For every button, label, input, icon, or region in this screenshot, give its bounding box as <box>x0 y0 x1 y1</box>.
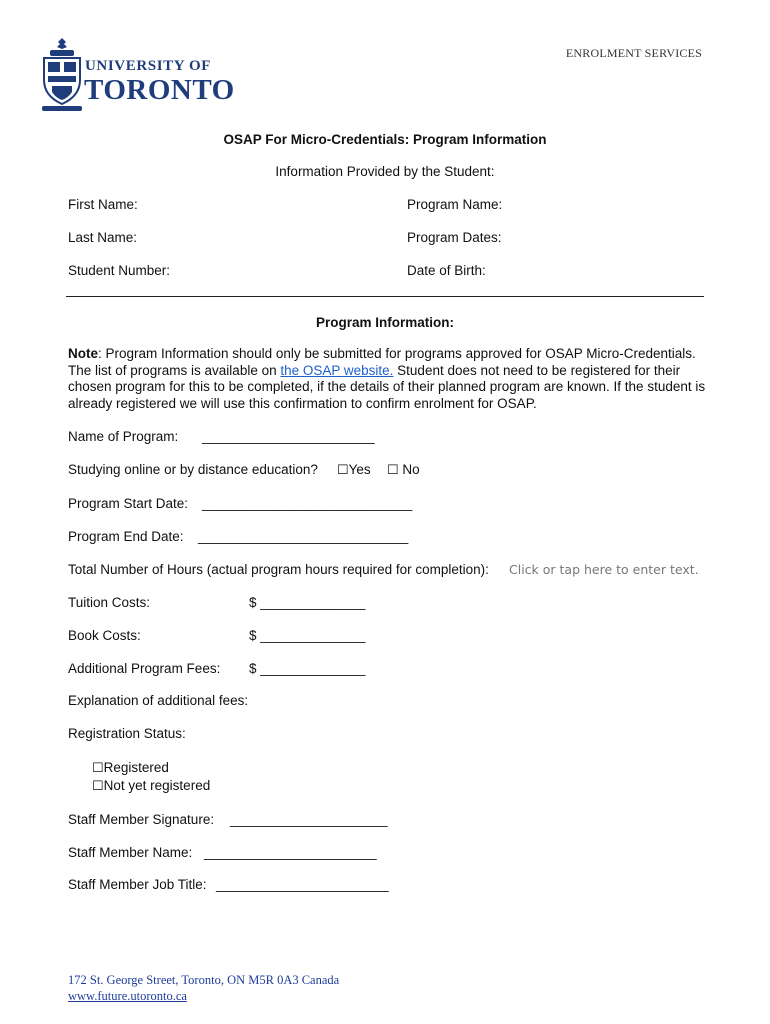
name-of-program-field[interactable]: _______________________ <box>202 429 375 444</box>
footer <box>68 972 339 1004</box>
program-name-label: Program Name: <box>407 197 503 212</box>
registered-checkbox[interactable]: ☐ <box>92 760 104 775</box>
no-option[interactable] <box>387 462 420 478</box>
logo-text-university: UNIVERSITY OF <box>85 58 212 74</box>
osap-website-link[interactable]: the OSAP website. <box>280 362 394 378</box>
total-hours-label: Total Number of Hours (actual program hours required for completion): <box>68 562 489 577</box>
crest-icon <box>40 36 84 114</box>
additional-fees-label: Additional Program Fees: <box>68 661 221 676</box>
staff-job-title-field[interactable]: _______________________ <box>216 877 389 892</box>
book-costs-field[interactable]: $ ______________ <box>249 628 366 643</box>
staff-job-title-label: Staff Member Job Title: <box>68 877 207 892</box>
first-name-label: First Name: <box>68 197 138 212</box>
end-date-field[interactable]: ____________________________ <box>198 529 409 544</box>
yes-label: Yes <box>348 462 371 477</box>
logo-text-toronto: TORONTO <box>84 74 235 106</box>
explanation-label: Explanation of additional fees: <box>68 693 249 708</box>
book-costs-label: Book Costs: <box>68 628 141 643</box>
start-date-field[interactable]: ____________________________ <box>202 496 413 511</box>
registered-label: Registered <box>103 760 169 775</box>
not-registered-label: Not yet registered <box>103 778 211 793</box>
no-label: No <box>402 462 420 477</box>
end-date-label: Program End Date: <box>68 529 184 544</box>
department-header: ENROLMENT SERVICES <box>565 46 702 60</box>
date-of-birth-label: Date of Birth: <box>407 263 486 278</box>
student-number-label: Student Number: <box>68 263 171 278</box>
footer-website-link[interactable]: www.future.utoronto.ca <box>68 989 187 1003</box>
staff-signature-field[interactable]: _____________________ <box>230 812 388 827</box>
yes-option[interactable] <box>337 462 371 478</box>
staff-name-label: Staff Member Name: <box>68 845 193 860</box>
yes-checkbox[interactable]: ☐ <box>337 462 349 477</box>
document-title: OSAP For Micro-Credentials: Program Information <box>223 132 547 147</box>
program-note <box>68 346 708 412</box>
online-question-label: Studying online or by distance education? <box>68 462 318 477</box>
no-checkbox[interactable]: ☐ <box>387 462 399 477</box>
staff-signature-label: Staff Member Signature: <box>68 812 215 827</box>
program-info-title: Program Information: <box>315 315 454 330</box>
student-info-subtitle: Information Provided by the Student: <box>275 164 495 179</box>
name-of-program-label: Name of Program: <box>68 429 179 444</box>
registration-status-label: Registration Status: <box>68 726 186 741</box>
note-label: Note <box>68 346 98 361</box>
not-registered-checkbox[interactable]: ☐ <box>92 778 104 793</box>
note-text-2: Student does not need to be registered for their chosen program for this to be completed, if the details of their planned program are known. If the student is already registered we will use this confirmation to confirm enrolment for OSAP. <box>68 362 706 411</box>
total-hours-input[interactable]: Click or tap here to enter text. <box>509 562 699 577</box>
footer-address: 172 St. George Street, Toronto, ON M5R 0A3 Canada <box>68 973 340 987</box>
staff-name-field[interactable]: _______________________ <box>204 845 377 860</box>
tuition-costs-field[interactable]: $ ______________ <box>249 595 366 610</box>
additional-fees-field[interactable]: $ ______________ <box>249 661 366 676</box>
section-divider <box>66 296 704 297</box>
last-name-label: Last Name: <box>68 230 138 245</box>
note-text-1: : Program Information should only be submitted for programs approved for OSAP Micro-Credentials. The list of programs is available on <box>68 346 696 378</box>
not-registered-option[interactable] <box>92 778 210 794</box>
registered-option[interactable] <box>92 760 169 776</box>
tuition-costs-label: Tuition Costs: <box>68 595 151 610</box>
program-dates-label: Program Dates: <box>407 230 502 245</box>
start-date-label: Program Start Date: <box>68 496 189 511</box>
